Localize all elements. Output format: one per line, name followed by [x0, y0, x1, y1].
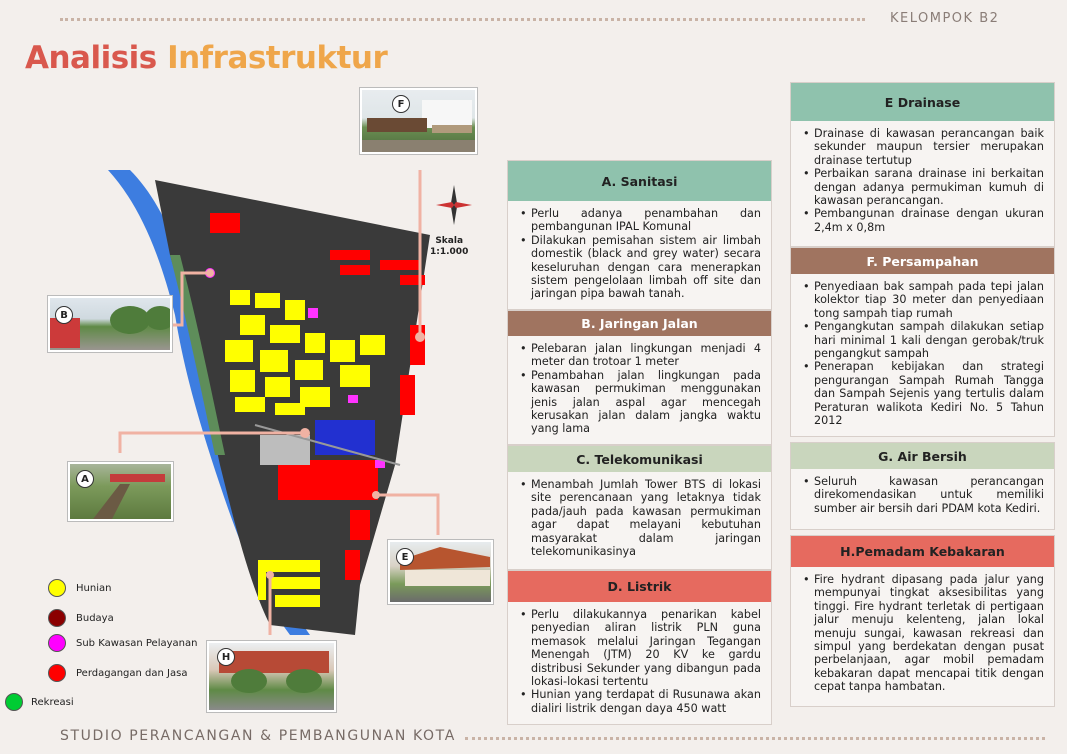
panel-pemadam — [790, 535, 1055, 707]
photo-h — [207, 641, 336, 712]
list-item: • Fire hydrant dipasang pada jalur yang mempunyai tingkat aksesibilitas yang tinggi. Fire hydrant terletak di pertigaan jalur menuju kelenteng, jalan lokal menuju sungai, kawasan rekreasi dan simpul yang berdekatan dengan pusat perbelanjaan, agar mobil pemadam kebakaran dapat mencapai titik dengan cepat tanpa hambatan. — [803, 573, 1044, 694]
top-dotted-line — [60, 18, 865, 21]
legend-dot-sub-kawasan — [48, 634, 66, 652]
group-label: KELOMPOK B2 — [890, 11, 1000, 26]
list-item: • Pembangunan drainase dengan ukuran 2,4m x 0,8m — [803, 207, 1044, 234]
scale-label: Skala — [435, 236, 464, 246]
page-title — [25, 40, 387, 76]
list-item: • Pelebaran jalan lingkungan menjadi 4 meter dan trotoar 1 meter — [520, 342, 761, 369]
legend-dot-perdagangan — [48, 664, 66, 682]
legend-item-perdagangan — [48, 664, 187, 682]
legend-item-hunian — [48, 579, 111, 597]
panel-sanitasi-title: A. Sanitasi — [508, 161, 771, 201]
panel-jalan-title: B. Jaringan Jalan — [508, 311, 771, 336]
bottom-dotted-line — [465, 737, 1045, 740]
panel-persampahan-list — [791, 274, 1054, 433]
list-item: • Menambah Jumlah Tower BTS di lokasi site perencanaan yang letaknya tidak pada/jauh pada kawasan permukiman agar dapat melayani kebutuhan masyarakat dalam jaringan telekomunikasinya — [520, 478, 761, 558]
legend-label-hunian: Hunian — [76, 582, 112, 594]
photo-f-label: F — [392, 95, 410, 113]
legend-item-budaya — [48, 609, 114, 627]
list-item: • Penyediaan bak sampah pada tepi jalan kolektor tiap 30 meter dan penyediaan tong sampah tiap rumah — [803, 280, 1044, 320]
photo-b-label: B — [55, 306, 73, 324]
panel-listrik-list — [508, 602, 771, 721]
list-item: • Dilakukan pemisahan sistem air limbah domestik (black and grey water) secara keseluruhan dengan cara menerapkan sistem pengelolaan limbah off site dan jaringan pipa bawah tanah. — [520, 234, 761, 301]
panel-jalan-list — [508, 336, 771, 442]
legend-dot-hunian — [48, 579, 66, 597]
photo-b — [48, 296, 172, 352]
photo-f — [360, 88, 477, 154]
panel-telekomunikasi-list — [508, 472, 771, 564]
panel-persampahan-title: F. Persampahan — [791, 248, 1054, 274]
scale-value: 1:1.000 — [430, 247, 469, 257]
list-item: • Penerapan kebijakan dan strategi pengurangan Sampah Rumah Tangga dan Sampah Sejenis yang tertulis dalam Peraturan walikota Kediri No. 5 Tahun 2012 — [803, 360, 1044, 427]
plaza — [260, 435, 310, 465]
panel-air-bersih — [790, 442, 1055, 530]
legend-item-sub-kawasan — [48, 634, 197, 652]
photo-e-label: E — [396, 548, 414, 566]
map-scale — [430, 236, 468, 258]
panel-pemadam-list — [791, 567, 1054, 700]
panel-sanitasi-list — [508, 201, 771, 307]
list-item: • Perbaikan sarana drainase ini berkaitan dengan adanya permukiman kumuh di kawasan perancangan. — [803, 167, 1044, 207]
photo-a — [68, 462, 173, 521]
panel-listrik-title: D. Listrik — [508, 571, 771, 602]
legend-label-sub-kawasan: Sub Kawasan Pelayanan — [76, 637, 198, 649]
compass-icon — [436, 185, 472, 225]
photo-e — [388, 540, 493, 604]
panel-drainase-title: E Drainase — [791, 83, 1054, 121]
photo-a-label: A — [76, 470, 94, 488]
legend-dot-rekreasi — [5, 693, 23, 711]
footer-studio-label: STUDIO PERANCANGAN & PEMBANGUNAN KOTA — [60, 728, 456, 744]
title-part1: Analisis — [25, 40, 157, 76]
legend-item-rekreasi — [5, 693, 74, 711]
panel-drainase — [790, 82, 1055, 247]
panel-jaringan-jalan — [507, 310, 772, 445]
panel-air-bersih-list — [791, 469, 1054, 521]
legend-dot-budaya — [48, 609, 66, 627]
legend-label-rekreasi: Rekreasi — [31, 696, 74, 708]
panel-pemadam-title: H.Pemadam Kebakaran — [791, 536, 1054, 567]
photo-f-scene — [362, 90, 477, 154]
legend-label-budaya: Budaya — [76, 612, 114, 624]
list-item: • Pengangkutan sampah dilakukan setiap hari minimal 1 kali dengan gerobak/truk pengangkut sampah — [803, 320, 1044, 360]
list-item: • Seluruh kawasan perancangan direkomendasikan untuk memiliki sumber air bersih dari PDAM kota Kediri. — [803, 475, 1044, 515]
title-part2: Infrastruktur — [167, 40, 388, 76]
list-item: • Perlu dilakukannya penarikan kabel penyedian aliran listrik PLN guna memasok melalui Jaringan Tegangan Menengah (JTM) 20 KV ke gardu distribusi Sekunder yang dibangun pada lokasi-lokasi tertentu — [520, 608, 761, 688]
list-item: • Drainase di kawasan perancangan baik sekunder maupun tersier merupakan drainase tertutup — [803, 127, 1044, 167]
legend-label-perdagangan: Perdagangan dan Jasa — [76, 667, 188, 679]
panel-drainase-list — [791, 121, 1054, 240]
site-plan-map — [100, 165, 460, 685]
panel-air-bersih-title: G. Air Bersih — [791, 443, 1054, 469]
panel-sanitasi — [507, 160, 772, 310]
panel-telekomunikasi-title: C. Telekomunikasi — [508, 446, 771, 472]
list-item: • Perlu adanya penambahan dan pembangunan IPAL Komunal — [520, 207, 761, 234]
panel-persampahan — [790, 247, 1055, 437]
list-item: • Hunian yang terdapat di Rusunawa akan dialiri listrik dengan daya 450 watt — [520, 688, 761, 715]
photo-h-label: H — [217, 648, 235, 666]
panel-telekomunikasi — [507, 445, 772, 570]
list-item: • Penambahan jalan lingkungan pada kawasan permukiman menggunakan jenis jalan aspal agar mencegah kerusakan jalan dalam jangka waktu yang lama — [520, 369, 761, 436]
panel-listrik — [507, 570, 772, 725]
